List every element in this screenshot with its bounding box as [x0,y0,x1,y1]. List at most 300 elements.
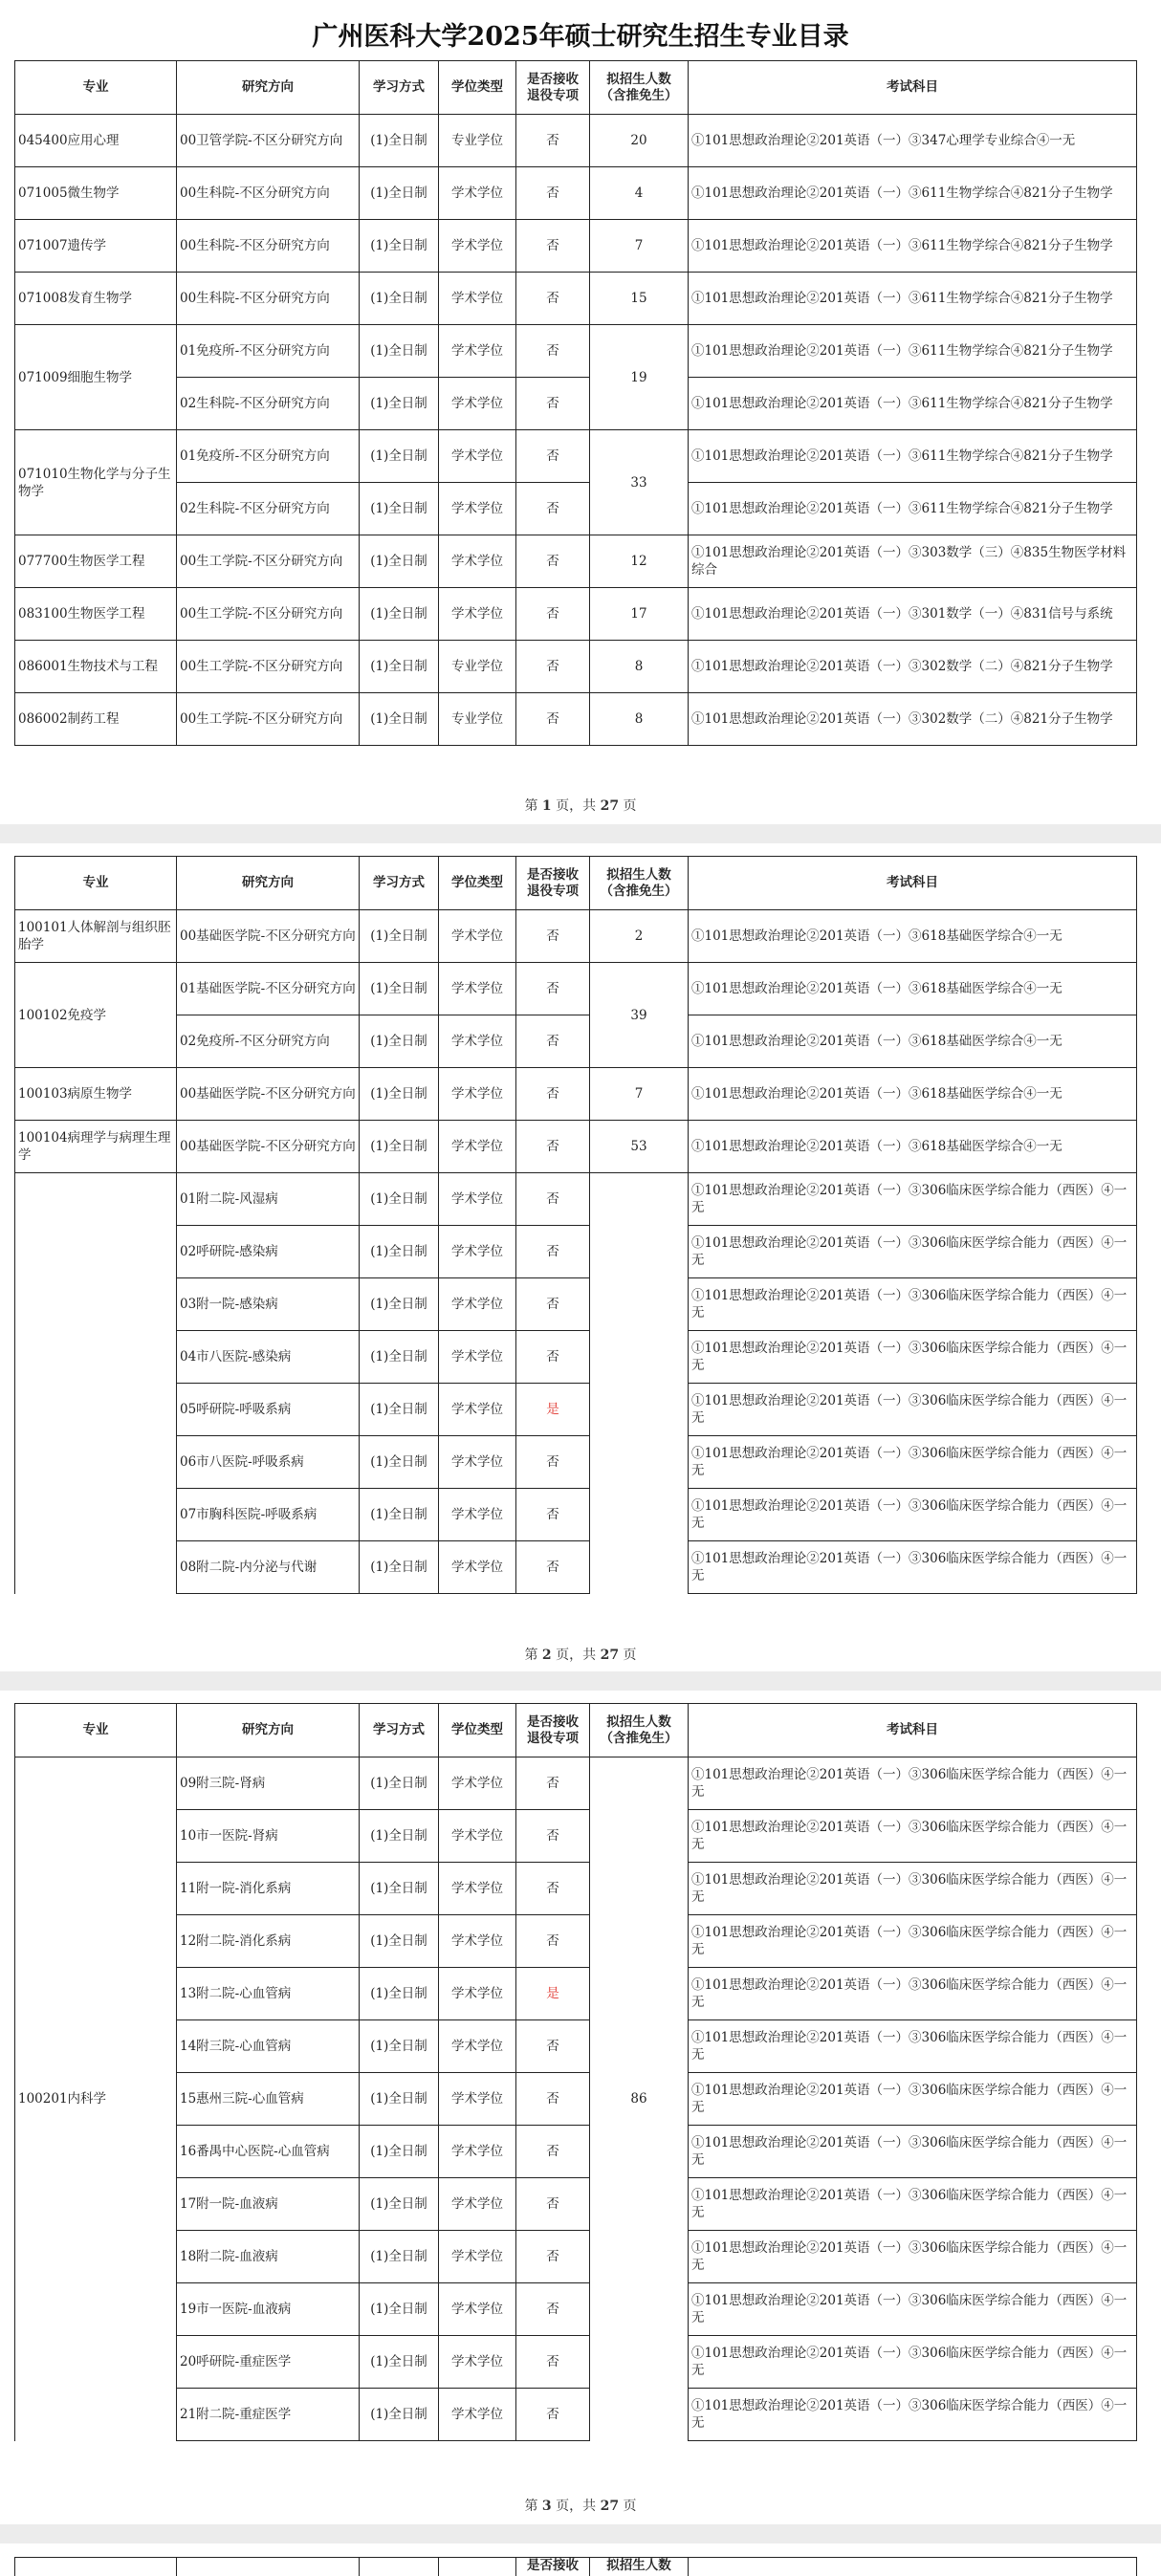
cell-mode: (1)全日制 [360,325,439,378]
cell-direction: 00生工学院-不区分研究方向 [177,641,360,693]
cell-retired: 否 [516,2073,590,2126]
cell-direction: 11附一院-消化系病 [177,1863,360,1915]
cell-count: 8 [590,693,689,746]
table-row [15,378,1137,430]
cell-degree: 学术学位 [439,167,516,220]
cell-degree: 学术学位 [439,535,516,588]
cell-exam: ①101思想政治理论②201英语（一）③306临床医学综合能力（西医）④一无 [689,2231,1137,2283]
cell-retired: 否 [516,2336,590,2389]
header-direction: 研究方向 [177,61,360,115]
cell-count: 7 [590,220,689,273]
cell-degree: 学术学位 [439,2283,516,2336]
cell-degree: 学术学位 [439,1015,516,1068]
cell-exam: ①101思想政治理论②201英语（一）③306临床医学综合能力（西医）④一无 [689,1541,1137,1594]
table-row [15,1015,1137,1068]
header-study-mode: 学习方式 [360,857,439,910]
cell-major: 100101人体解剖与组织胚胎学 [15,910,177,963]
cell-exam: ①101思想政治理论②201英语（一）③611生物学综合④821分子生物学 [689,167,1137,220]
cell-retired: 否 [516,641,590,693]
page-footer: 第 2 页，共 27 页 [524,1648,637,1663]
table-row [15,1068,1137,1121]
cell-degree: 学术学位 [439,325,516,378]
cell-retired: 否 [516,430,590,483]
cell-retired-yes: 是 [516,1968,590,2020]
cell-mode: (1)全日制 [360,1541,439,1594]
cell-count: 2 [590,910,689,963]
cell-degree: 学术学位 [439,1331,516,1384]
cell-mode: (1)全日制 [360,483,439,535]
table-row [15,1489,1137,1541]
header-major [15,2558,177,2576]
cell-degree: 学术学位 [439,910,516,963]
table-row [15,1226,1137,1278]
cell-count: 4 [590,167,689,220]
cell-mode: (1)全日制 [360,2389,439,2441]
cell-retired: 否 [516,2389,590,2441]
cell-degree: 学术学位 [439,588,516,641]
cell-exam: ①101思想政治理论②201英语（一）③302数学（二）④821分子生物学 [689,641,1137,693]
cell-retired: 否 [516,1331,590,1384]
cell-degree: 学术学位 [439,220,516,273]
cell-mode: (1)全日制 [360,1121,439,1173]
cell-retired: 否 [516,325,590,378]
header-study-mode: 学习方式 [360,61,439,115]
cell-mode: (1)全日制 [360,2020,439,2073]
cell-direction: 00基础医学院-不区分研究方向 [177,1068,360,1121]
cell-direction: 01免疫所-不区分研究方向 [177,430,360,483]
cell-retired: 否 [516,1226,590,1278]
cell-major: 100104病理学与病理生理学 [15,1121,177,1173]
cell-direction: 08附二院-内分泌与代谢 [177,1541,360,1594]
table-row [15,2283,1137,2336]
table-row [15,2126,1137,2178]
cell-mode: (1)全日制 [360,693,439,746]
table-header-row [15,2558,1137,2576]
table-row [15,1121,1137,1173]
cell-exam: ①101思想政治理论②201英语（一）③306临床医学综合能力（西医）④一无 [689,2020,1137,2073]
cell-retired: 否 [516,1436,590,1489]
table-row [15,1757,1137,1810]
table-row [15,1436,1137,1489]
cell-mode: (1)全日制 [360,641,439,693]
cell-exam: ①101思想政治理论②201英语（一）③306临床医学综合能力（西医）④一无 [689,1436,1137,1489]
table-row [15,2231,1137,2283]
cell-major: 083100生物医学工程 [15,588,177,641]
cell-retired: 否 [516,2231,590,2283]
cell-direction: 19市一医院-血液病 [177,2283,360,2336]
cell-retired: 否 [516,1810,590,1863]
cell-mode: (1)全日制 [360,963,439,1015]
header-exam-subjects [689,2558,1137,2576]
header-study-mode: 学习方式 [360,1704,439,1757]
cell-mode: (1)全日制 [360,1757,439,1810]
cell-direction: 00生科院-不区分研究方向 [177,167,360,220]
cell-direction: 01附二院-风湿病 [177,1173,360,1226]
cell-exam: ①101思想政治理论②201英语（一）③306临床医学综合能力（西医）④一无 [689,1863,1137,1915]
cell-major: 071005微生物学 [15,167,177,220]
header-retired-soldier: 是否接收 退役专项 [516,61,590,115]
cell-exam: ①101思想政治理论②201英语（一）③618基础医学综合④一无 [689,1068,1137,1121]
cell-retired: 否 [516,693,590,746]
cell-retired: 否 [516,167,590,220]
cell-mode: (1)全日制 [360,2073,439,2126]
cell-direction: 00基础医学院-不区分研究方向 [177,1121,360,1173]
cell-mode: (1)全日制 [360,273,439,325]
cell-count: 17 [590,588,689,641]
cell-exam: ①101思想政治理论②201英语（一）③306临床医学综合能力（西医）④一无 [689,1757,1137,1810]
cell-degree: 学术学位 [439,1757,516,1810]
cell-retired: 否 [516,1173,590,1226]
cell-mode: (1)全日制 [360,1489,439,1541]
cell-major: 071008发育生物学 [15,273,177,325]
cell-mode: (1)全日制 [360,910,439,963]
catalog-table-page-4 [14,2557,1137,2576]
table-row [15,2020,1137,2073]
cell-mode: (1)全日制 [360,1278,439,1331]
cell-exam: ①101思想政治理论②201英语（一）③611生物学综合④821分子生物学 [689,220,1137,273]
cell-retired: 否 [516,1278,590,1331]
header-degree-type: 学位类型 [439,857,516,910]
cell-exam: ①101思想政治理论②201英语（一）③306临床医学综合能力（西医）④一无 [689,1226,1137,1278]
cell-major: 100103病原生物学 [15,1068,177,1121]
cell-exam: ①101思想政治理论②201英语（一）③306临床医学综合能力（西医）④一无 [689,1173,1137,1226]
cell-count-continued [590,1173,689,1594]
cell-count: 8 [590,641,689,693]
cell-direction: 09附三院-肾病 [177,1757,360,1810]
table-row [15,483,1137,535]
cell-exam: ①101思想政治理论②201英语（一）③611生物学综合④821分子生物学 [689,378,1137,430]
cell-direction: 03附一院-感染病 [177,1278,360,1331]
cell-direction: 00生工学院-不区分研究方向 [177,535,360,588]
cell-retired: 否 [516,220,590,273]
cell-degree: 专业学位 [439,115,516,167]
header-enrollment: 拟招生人数 （含推免生） [590,61,689,115]
cell-degree: 学术学位 [439,1436,516,1489]
table-row [15,535,1137,588]
table-row [15,1863,1137,1915]
cell-retired: 否 [516,1015,590,1068]
cell-mode: (1)全日制 [360,1436,439,1489]
table-row [15,167,1137,220]
cell-exam: ①101思想政治理论②201英语（一）③306临床医学综合能力（西医）④一无 [689,2336,1137,2389]
cell-mode: (1)全日制 [360,2231,439,2283]
cell-degree: 学术学位 [439,273,516,325]
cell-direction: 21附二院-重症医学 [177,2389,360,2441]
cell-exam: ①101思想政治理论②201英语（一）③301数学（一）④831信号与系统 [689,588,1137,641]
header-exam-subjects: 考试科目 [689,61,1137,115]
cell-exam: ①101思想政治理论②201英语（一）③306临床医学综合能力（西医）④一无 [689,1915,1137,1968]
cell-major-continued [15,1173,177,1594]
header-direction: 研究方向 [177,1704,360,1757]
cell-retired: 否 [516,1915,590,1968]
table-row [15,325,1137,378]
cell-exam: ①101思想政治理论②201英语（一）③306临床医学综合能力（西医）④一无 [689,1384,1137,1436]
catalog-table-page-2 [14,856,1137,1594]
cell-degree: 学术学位 [439,2336,516,2389]
cell-mode: (1)全日制 [360,1810,439,1863]
cell-degree: 学术学位 [439,963,516,1015]
cell-direction: 20呼研院-重症医学 [177,2336,360,2389]
table-row [15,963,1137,1015]
cell-exam: ①101思想政治理论②201英语（一）③306临床医学综合能力（西医）④一无 [689,1489,1137,1541]
cell-degree: 学术学位 [439,1541,516,1594]
cell-major: 100201内科学 [15,1757,177,2441]
cell-retired: 否 [516,910,590,963]
cell-exam: ①101思想政治理论②201英语（一）③306临床医学综合能力（西医）④一无 [689,2283,1137,2336]
table-header-row [15,1704,1137,1757]
cell-mode: (1)全日制 [360,115,439,167]
table-row [15,588,1137,641]
cell-mode: (1)全日制 [360,1968,439,2020]
cell-direction: 06市八医院-呼吸系病 [177,1436,360,1489]
cell-degree: 学术学位 [439,1863,516,1915]
cell-retired: 否 [516,963,590,1015]
cell-mode: (1)全日制 [360,220,439,273]
table-row [15,2389,1137,2441]
table-row [15,1968,1137,2020]
cell-retired: 否 [516,2020,590,2073]
cell-degree: 学术学位 [439,378,516,430]
cell-mode: (1)全日制 [360,1226,439,1278]
header-exam-subjects: 考试科目 [689,857,1137,910]
cell-direction: 15惠州三院-心血管病 [177,2073,360,2126]
cell-mode: (1)全日制 [360,535,439,588]
table-row [15,1278,1137,1331]
cell-count: 86 [590,1757,689,2441]
header-direction: 研究方向 [177,857,360,910]
cell-mode: (1)全日制 [360,167,439,220]
cell-count: 33 [590,430,689,535]
header-major: 专业 [15,61,177,115]
cell-retired: 否 [516,588,590,641]
cell-exam: ①101思想政治理论②201英语（一）③618基础医学综合④一无 [689,1121,1137,1173]
table-row [15,2336,1137,2389]
cell-exam: ①101思想政治理论②201英语（一）③347心理学专业综合④一无 [689,115,1137,167]
table-header-row [15,61,1137,115]
table-row [15,220,1137,273]
cell-exam: ①101思想政治理论②201英语（一）③306临床医学综合能力（西医）④一无 [689,1968,1137,2020]
cell-exam: ①101思想政治理论②201英语（一）③611生物学综合④821分子生物学 [689,483,1137,535]
header-degree-type: 学位类型 [439,61,516,115]
cell-direction: 00生工学院-不区分研究方向 [177,693,360,746]
table-row [15,430,1137,483]
cell-direction: 18附二院-血液病 [177,2231,360,2283]
cell-major: 100102免疫学 [15,963,177,1068]
cell-count: 39 [590,963,689,1068]
cell-exam: ①101思想政治理论②201英语（一）③611生物学综合④821分子生物学 [689,273,1137,325]
cell-degree: 学术学位 [439,1121,516,1173]
catalog-table-page-1 [14,60,1137,746]
cell-direction: 02呼研院-感染病 [177,1226,360,1278]
cell-direction: 14附三院-心血管病 [177,2020,360,2073]
cell-degree: 专业学位 [439,693,516,746]
cell-retired: 否 [516,1863,590,1915]
cell-exam: ①101思想政治理论②201英语（一）③306临床医学综合能力（西医）④一无 [689,2126,1137,2178]
cell-mode: (1)全日制 [360,378,439,430]
cell-exam: ①101思想政治理论②201英语（一）③306临床医学综合能力（西医）④一无 [689,1331,1137,1384]
cell-degree: 学术学位 [439,2178,516,2231]
cell-major: 071010生物化学与分子生物学 [15,430,177,535]
cell-count: 19 [590,325,689,430]
cell-exam: ①101思想政治理论②201英语（一）③306临床医学综合能力（西医）④一无 [689,2389,1137,2441]
header-study-mode [360,2558,439,2576]
page-4-partial [0,2543,1161,2576]
table-row [15,1541,1137,1594]
cell-degree: 学术学位 [439,1968,516,2020]
cell-direction: 02生科院-不区分研究方向 [177,483,360,535]
cell-direction: 00卫管学院-不区分研究方向 [177,115,360,167]
cell-retired-yes: 是 [516,1384,590,1436]
table-row [15,1331,1137,1384]
cell-mode: (1)全日制 [360,430,439,483]
table-row [15,1810,1137,1863]
cell-degree: 学术学位 [439,1489,516,1541]
cell-direction: 02生科院-不区分研究方向 [177,378,360,430]
cell-exam: ①101思想政治理论②201英语（一）③618基础医学综合④一无 [689,963,1137,1015]
cell-mode: (1)全日制 [360,1015,439,1068]
cell-exam: ①101思想政治理论②201英语（一）③618基础医学综合④一无 [689,1015,1137,1068]
header-exam-subjects: 考试科目 [689,1704,1137,1757]
cell-degree: 专业学位 [439,641,516,693]
cell-degree: 学术学位 [439,1226,516,1278]
cell-major: 086001生物技术与工程 [15,641,177,693]
cell-direction: 12附二院-消化系病 [177,1915,360,1968]
cell-degree: 学术学位 [439,2389,516,2441]
cell-retired: 否 [516,273,590,325]
cell-retired: 否 [516,1541,590,1594]
cell-exam: ①101思想政治理论②201英语（一）③306临床医学综合能力（西医）④一无 [689,1810,1137,1863]
cell-count: 20 [590,115,689,167]
cell-retired: 否 [516,115,590,167]
cell-mode: (1)全日制 [360,1384,439,1436]
table-row [15,641,1137,693]
cell-major: 086002制药工程 [15,693,177,746]
cell-degree: 学术学位 [439,2073,516,2126]
cell-exam: ①101思想政治理论②201英语（一）③306临床医学综合能力（西医）④一无 [689,1278,1137,1331]
table-row [15,115,1137,167]
cell-major: 071007遗传学 [15,220,177,273]
header-retired-soldier: 是否接收 [516,2558,590,2576]
header-enrollment: 拟招生人数 [590,2558,689,2576]
header-major: 专业 [15,857,177,910]
header-direction [177,2558,360,2576]
header-enrollment: 拟招生人数 （含推免生） [590,1704,689,1757]
cell-exam: ①101思想政治理论②201英语（一）③306临床医学综合能力（西医）④一无 [689,2073,1137,2126]
cell-exam: ①101思想政治理论②201英语（一）③306临床医学综合能力（西医）④一无 [689,2178,1137,2231]
cell-direction: 13附二院-心血管病 [177,1968,360,2020]
cell-degree: 学术学位 [439,483,516,535]
cell-degree: 学术学位 [439,2231,516,2283]
page-3 [0,1691,1161,2524]
cell-retired: 否 [516,378,590,430]
header-degree-type [439,2558,516,2576]
cell-degree: 学术学位 [439,1384,516,1436]
cell-mode: (1)全日制 [360,2178,439,2231]
header-retired-soldier: 是否接收 退役专项 [516,857,590,910]
cell-exam: ①101思想政治理论②201英语（一）③303数学（三）④835生物医学材料综合 [689,535,1137,588]
cell-retired: 否 [516,483,590,535]
cell-direction: 00基础医学院-不区分研究方向 [177,910,360,963]
cell-direction: 00生科院-不区分研究方向 [177,220,360,273]
cell-retired: 否 [516,1121,590,1173]
cell-mode: (1)全日制 [360,2126,439,2178]
cell-degree: 学术学位 [439,1278,516,1331]
page-footer: 第 1 页，共 27 页 [524,798,637,814]
cell-direction: 10市一医院-肾病 [177,1810,360,1863]
cell-count: 15 [590,273,689,325]
cell-degree: 学术学位 [439,1915,516,1968]
cell-mode: (1)全日制 [360,1863,439,1915]
cell-degree: 学术学位 [439,2126,516,2178]
cell-direction: 05呼研院-呼吸系病 [177,1384,360,1436]
header-major: 专业 [15,1704,177,1757]
cell-mode: (1)全日制 [360,2336,439,2389]
page-footer: 第 3 页，共 27 页 [524,2499,637,2514]
cell-degree: 学术学位 [439,1068,516,1121]
table-row [15,273,1137,325]
cell-exam: ①101思想政治理论②201英语（一）③618基础医学综合④一无 [689,910,1137,963]
cell-mode: (1)全日制 [360,1331,439,1384]
cell-direction: 17附一院-血液病 [177,2178,360,2231]
cell-mode: (1)全日制 [360,2283,439,2336]
cell-direction: 01基础医学院-不区分研究方向 [177,963,360,1015]
cell-direction: 04市八医院-感染病 [177,1331,360,1384]
cell-degree: 学术学位 [439,430,516,483]
cell-mode: (1)全日制 [360,1173,439,1226]
cell-retired: 否 [516,1068,590,1121]
cell-major: 045400应用心理 [15,115,177,167]
table-row [15,2178,1137,2231]
table-header-row [15,857,1137,910]
header-enrollment: 拟招生人数 （含推免生） [590,857,689,910]
cell-exam: ①101思想政治理论②201英语（一）③611生物学综合④821分子生物学 [689,325,1137,378]
cell-degree: 学术学位 [439,1173,516,1226]
cell-direction: 16番禺中心医院-心血管病 [177,2126,360,2178]
table-row [15,2073,1137,2126]
cell-degree: 学术学位 [439,2020,516,2073]
cell-count: 12 [590,535,689,588]
cell-exam: ①101思想政治理论②201英语（一）③611生物学综合④821分子生物学 [689,430,1137,483]
cell-direction: 01免疫所-不区分研究方向 [177,325,360,378]
cell-count: 53 [590,1121,689,1173]
cell-degree: 学术学位 [439,1810,516,1863]
cell-direction: 07市胸科医院-呼吸系病 [177,1489,360,1541]
header-degree-type: 学位类型 [439,1704,516,1757]
cell-direction: 00生科院-不区分研究方向 [177,273,360,325]
cell-exam: ①101思想政治理论②201英语（一）③302数学（二）④821分子生物学 [689,693,1137,746]
cell-direction: 00生工学院-不区分研究方向 [177,588,360,641]
cell-mode: (1)全日制 [360,1068,439,1121]
table-row [15,693,1137,746]
table-row [15,1173,1137,1226]
cell-retired: 否 [516,535,590,588]
cell-retired: 否 [516,2283,590,2336]
document-title: 广州医科大学2025年硕士研究生招生专业目录 [312,22,849,52]
cell-direction: 02免疫所-不区分研究方向 [177,1015,360,1068]
cell-mode: (1)全日制 [360,588,439,641]
cell-major: 071009细胞生物学 [15,325,177,430]
catalog-table-page-3 [14,1703,1137,2441]
cell-retired: 否 [516,2178,590,2231]
cell-major: 077700生物医学工程 [15,535,177,588]
cell-retired: 否 [516,1757,590,1810]
table-row [15,1915,1137,1968]
cell-retired: 否 [516,2126,590,2178]
table-row [15,1384,1137,1436]
cell-count: 7 [590,1068,689,1121]
cell-mode: (1)全日制 [360,1915,439,1968]
table-row [15,910,1137,963]
